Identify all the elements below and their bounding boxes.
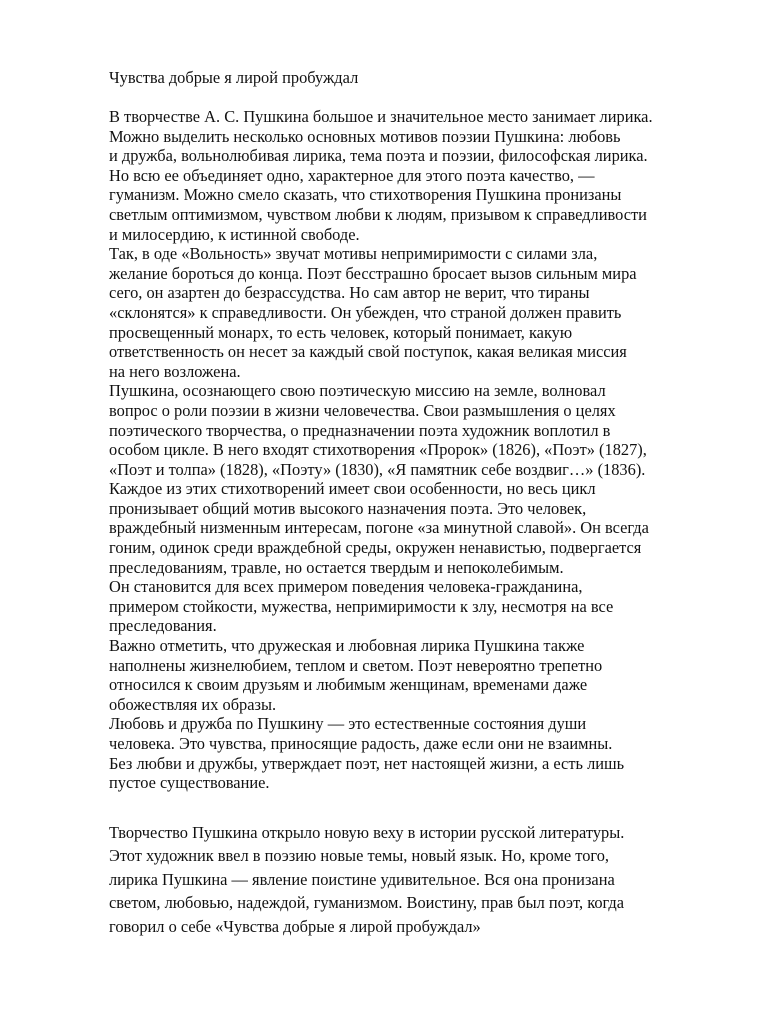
text-line: Он становится для всех примером поведения человека-гражданина, [109, 577, 583, 597]
text-line: говорил о себе «Чувства добрые я лирой пробуждал» [109, 916, 481, 936]
text-line: обожествляя их образы. [109, 694, 277, 714]
text-line: Этот художник ввел в поэзию новые темы, новый язык. Но, кроме того, [109, 846, 610, 866]
text-line: пустое существование. [109, 773, 270, 793]
text-line: «склонятся» к справедливости. Он убежден, что страной должен править [109, 302, 622, 322]
text-line: вопрос о роли поэзии в жизни человечества. Свои размышления о целях [109, 400, 616, 420]
text-line: наполнены жизнелюбием, теплом и светом. Поэт невероятно трепетно [109, 655, 603, 675]
text-line: Любовь и дружба по Пушкину — это естественные состояния души [109, 714, 587, 734]
text-line: гуманизм. Можно смело сказать, что стихотворения Пушкина пронизаны [109, 185, 622, 205]
text-line: ответственность он несет за каждый свой поступок, какая великая миссия [109, 342, 627, 362]
text-line: поэтического творчества, о предназначении поэта художник воплотил в [109, 420, 611, 440]
text-line: враждебный низменным интересам, погоне «за минутной славой». Он всегда [109, 518, 649, 538]
document-title: Чувства добрые я лирой пробуждал [109, 68, 359, 87]
text-line: Но всю ее объединяет одно, характерное для этого поэта качество, — [109, 165, 595, 185]
text-line: В творчестве А. С. Пушкина большое и значительное место занимает лирика. [109, 107, 653, 126]
text-line: относился к своим друзьям и любимым женщинам, временами даже [109, 675, 588, 695]
text-line: особом цикле. В него входят стихотворения «Пророк» (1826), «Поэт» (1827), [109, 440, 647, 460]
text-line: гоним, одинок среди враждебной среды, окружен ненавистью, подвергается [109, 538, 642, 558]
paragraph-poet-cycle [109, 381, 721, 577]
text-line: светом, любовью, надеждой, гуманизмом. Воистину, прав был поэт, когда [109, 893, 625, 913]
text-line: «Поэт и толпа» (1828), «Поэту» (1830), «Я памятник себе воздвиг…» (1836). [109, 459, 646, 479]
text-line: Творчество Пушкина открыло новую веху в истории русской литературы. [109, 823, 625, 842]
document-body [109, 107, 721, 793]
paragraph-intro [109, 107, 721, 244]
text-line: преследования. [109, 616, 217, 636]
paragraph-volnost [109, 244, 721, 381]
text-line: желание бороться до конца. Поэт бесстрашно бросает вызов сильным мира [109, 263, 637, 283]
text-line: просвещенный монарх, то есть человек, который понимает, какую [109, 322, 573, 342]
text-line: человека. Это чувства, приносящие радость, даже если они не взаимны. [109, 734, 613, 753]
paragraph-citizen [109, 577, 721, 636]
text-line: Важно отметить, что дружеская и любовная лирика Пушкина также [109, 636, 585, 656]
text-line: светлым оптимизмом, чувством любви к людям, призывом к справедливости [109, 204, 647, 224]
text-line: на него возложена. [109, 361, 241, 381]
text-line: Пушкина, осознающего свою поэтическую миссию на земле, волновал [109, 381, 606, 401]
paragraph-love-friendship [109, 714, 721, 792]
text-line: пронизывает общий мотив высокого назначения поэта. Это человек, [109, 498, 587, 518]
text-line: лирика Пушкина — явление поистине удивительное. Вся она пронизана [109, 869, 615, 889]
text-line: и милосердию, к истинной свободе. [109, 224, 360, 244]
text-line: Можно выделить несколько основных мотивов поэзии Пушкина: любовь [109, 126, 621, 146]
paragraph-friendship-lyrics [109, 636, 721, 714]
text-line: Без любви и дружбы, утверждает поэт, нет настоящей жизни, а есть лишь [109, 753, 625, 773]
text-line: сего, он азартен до безрассудства. Но сам автор не верит, что тираны [109, 283, 590, 303]
text-line: преследованиям, травле, но остается твердым и непоколебимым. [109, 557, 564, 577]
text-line: Каждое из этих стихотворений имеет свои особенности, но весь цикл [109, 479, 596, 499]
text-line: и дружба, вольнолюбивая лирика, тема поэта и поэзии, философская лирика. [109, 146, 648, 166]
paragraph-conclusion [109, 821, 721, 938]
text-line: примером стойкости, мужества, непримиримости к злу, несмотря на все [109, 596, 614, 616]
text-line: Так, в оде «Вольность» звучат мотивы непримиримости с силами зла, [109, 244, 598, 264]
